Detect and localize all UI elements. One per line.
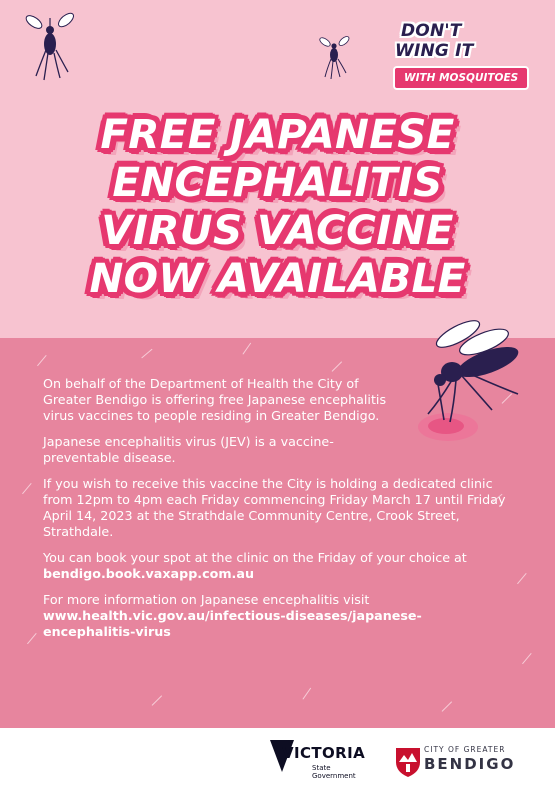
health-vic-link[interactable]: www.health.vic.gov.au/infectious-diseases/japanese-encephalitis-virus xyxy=(43,608,422,639)
victoria-wordmark: VICTORIA xyxy=(282,744,366,762)
bendigo-wordmark: BENDIGO xyxy=(424,755,516,773)
hair-mark xyxy=(522,653,532,665)
headline-line: FREE JAPANESE xyxy=(100,110,455,158)
headline-line: NOW AVAILABLE xyxy=(89,254,466,302)
booking-text: You can book your spot at the clinic on the Friday of your choice at xyxy=(43,550,467,565)
victoria-sub-state: State xyxy=(312,764,331,772)
bendigo-logo xyxy=(394,742,534,782)
booking-link[interactable]: bendigo.book.vaxapp.com.au xyxy=(43,566,254,581)
paragraph-booking xyxy=(43,550,513,582)
bendigo-emblem-icon xyxy=(394,744,422,778)
hair-mark xyxy=(22,483,32,495)
badge-line-1: DON'T xyxy=(401,21,462,41)
headline-line: ENCEPHALITIS xyxy=(112,158,443,206)
headline xyxy=(0,110,555,302)
hair-mark xyxy=(242,343,251,355)
hair-mark xyxy=(517,573,527,585)
more-info-text: For more information on Japanese encephalitis visit xyxy=(43,592,370,607)
paragraph-intro: On behalf of the Department of Health the City of Greater Bendigo is offering free Japanese encephalitis virus vaccines to people residing in Greater Bendigo. xyxy=(43,376,387,423)
paragraph-clinic: If you wish to receive this vaccine the City is holding a dedicated clinic from 12pm to 4pm each Friday commencing Friday March 17 until Friday April 14, 2023 at the Strathdale Community Centre, Crook Street, Strathdale. xyxy=(43,476,506,539)
hair-mark xyxy=(442,701,453,712)
hair-mark xyxy=(302,688,311,700)
bendigo-small-text: CITY OF GREATER xyxy=(424,745,506,754)
headline-line: VIRUS VACCINE xyxy=(101,206,454,254)
paragraph-jev: Japanese encephalitis virus (JEV) is a vaccine-preventable disease. xyxy=(43,434,334,465)
mosquito-icon xyxy=(317,33,353,81)
badge-line-2: WING IT xyxy=(395,41,474,61)
victoria-logo xyxy=(268,738,378,788)
hair-mark xyxy=(332,361,343,372)
campaign-badge xyxy=(393,18,531,88)
victoria-sub-government: Government xyxy=(312,772,356,780)
hair-mark xyxy=(37,355,47,367)
mosquito-icon xyxy=(22,10,82,85)
paragraph-more-info xyxy=(43,592,513,640)
hair-mark xyxy=(141,349,153,359)
hair-mark xyxy=(152,695,163,706)
badge-pill: WITH MOSQUITOES xyxy=(393,66,529,90)
body-copy xyxy=(43,376,513,650)
hair-mark xyxy=(27,633,37,645)
